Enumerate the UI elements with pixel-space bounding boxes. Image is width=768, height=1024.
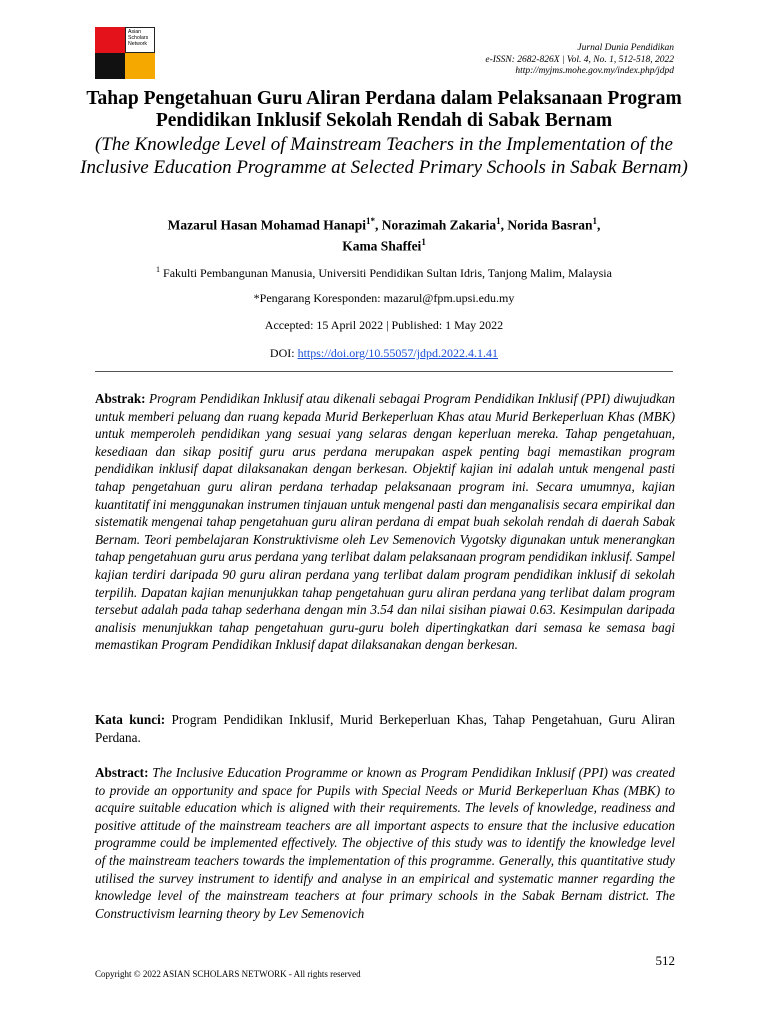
journal-issn: e-ISSN: 2682-826X | Vol. 4, No. 1, 512-518, 2022: [485, 54, 674, 65]
author-list: Mazarul Hasan Mohamad Hanapi$^{1*}$, Norazimah Zakaria$^1$, Norida Basran$^1$, Kama Shaffei$^1$: [167, 216, 601, 254]
keywords-label: Kata kunci:: [95, 712, 166, 727]
abstrak-text: Program Pendidikan Inklusif atau dikenali sebagai Program Pendidikan Inklusif (PPI) diwujudkan untuk memberi peluang dan ruang kepada Murid Berkeperluan Khas atau Murid Berkeperluan Khas (MBK) untuk memperoleh pendidikan yang sesuai yang selaras dengan keperluan mereka. Tahap pengetahuan, kesediaan dan sikap positif guru arus perdana merupakan aspek penting bagi memastikan program pendidikan inklusif dapat dilaksanakan dengan berkesan. Objektif kajian ini adalah untuk mengenal pasti tahap pengetahuan guru aliran perdana terhadap pelaksanaan program ini. Secara umumnya, kajian kuantitatif ini menggunakan instrumen tinjauan untuk mengenal pasti dan menganalisis secara empirikal dan sistematik mengenai tahap pengetahuan guru aliran perdana di empat buah sekolah rendah di daerah Sabak Bernam. Teori pembelajaran Konstruktivisme oleh Lev Semenovich Vygotsky digunakan untuk menerangkan tahap pengetahuan guru arus perdana yang terlibat dalam pelaksanaan program pendidikan inklusif. Sampel kajian terdiri daripada 90 guru aliran perdana yang terlibat dalam program pendidikan inklusif di sekolah terpilih. Dapatan kajian menunjukkan tahap pengetahuan guru aliran perdana yang terlibat dalam program tersebut adalah pada tahap sederhana dengan min 3.54 dan nilai sisihan piawai 0.63. Kesimpulan daripada analisis menunjukkan tahap pengetahuan guru-guru boleh dipertingkatkan dari semasa ke semasa bagi memastikan Program Pendidikan Inklusif dapat dilaksanakan dengan berkesan.: [95, 391, 675, 653]
author-name: , Norazimah Zakaria: [375, 217, 497, 233]
copyright-notice: Copyright © 2022 ASIAN SCHOLARS NETWORK - All rights reserved: [95, 969, 361, 979]
divider: [95, 371, 673, 372]
author-name: Mazarul Hasan Mohamad Hanapi: [167, 217, 366, 233]
logo-red-square: [95, 27, 125, 53]
journal-header: [485, 43, 674, 78]
keywords-section: [95, 711, 675, 746]
paper-title: Tahap Pengetahuan Guru Aliran Perdana dalam Pelaksanaan Program Pendidikan Inklusif Sekolah Rendah di Sabak Bernam: [86, 88, 682, 131]
abstract-text: The Inclusive Education Programme or known as Program Pendidikan Inklusif (PPI) was created to provide an opportunity and space for Pupils with Special Needs or Murid Berkeperluan Khas (MBK) to acquire suitable education which is aligned with their requirements. The levels of knowledge, readiness and positive attitude of the mainstream teachers are all important aspects to ensure that the inclusive education programme could be implemented effectively. The objective of this study was to identify the knowledge level of the mainstream teachers towards the implementation of this programme. Generally, this quantitative study utilised the survey instrument to identify and analyse in an empirical and systematic manner regarding the knowledge level of the mainstream teachers at four primary schools in the Sabak Bernam district. The Constructivism learning theory by Lev Semenovich: [95, 765, 675, 921]
author-affil-mark: 1*: [366, 216, 375, 226]
publication-dates: Accepted: 15 April 2022 | Published: 1 May 2022: [264, 318, 504, 332]
affiliation: $^1$ Fakulti Pembangunan Manusia, Universiti Pendidikan Sultan Idris, Tanjong Malim, Malaysia: [156, 265, 612, 280]
abstrak-label: Abstrak:: [95, 391, 146, 406]
corresponding-author: *Pengarang Koresponden: mazarul@fpm.upsi.edu.my: [253, 291, 515, 305]
page-number: 512: [655, 953, 675, 968]
abstrak-section: [95, 390, 675, 654]
abstract-label: Abstract:: [95, 765, 149, 780]
author-affil-mark: 1: [496, 216, 501, 226]
journal-url[interactable]: http://myjms.mohe.gov.my/index.php/jdpd: [515, 66, 674, 76]
author-name: , Norida Basran: [500, 217, 593, 233]
doi-link[interactable]: https://doi.org/10.55057/jdpd.2022.4.1.41: [297, 346, 499, 360]
publisher-logo: [95, 27, 155, 79]
logo-text: Asian Scholars Network: [128, 29, 149, 47]
logo-black-square: [95, 53, 125, 79]
keywords-text: Program Pendidikan Inklusif, Murid Berkeperluan Khas, Tahap Pengetahuan, Guru Aliran Perdana.: [95, 712, 675, 745]
author-name: Kama Shaffei: [342, 238, 422, 254]
author-affil-mark: 1: [592, 216, 598, 226]
journal-name: Jurnal Dunia Pendidikan: [577, 43, 674, 53]
author-affil-mark: 1: [421, 237, 426, 247]
logo-orange-square: [125, 53, 155, 79]
abstract-section: [95, 764, 675, 922]
doi-label: DOI:: [269, 346, 298, 360]
paper-title-english: (The Knowledge Level of Mainstream Teachers in the Implementation of the Inclusive Education Programme at Selected Primary Schools in Sabak Bernam): [80, 134, 688, 178]
doi: [80, 346, 688, 361]
